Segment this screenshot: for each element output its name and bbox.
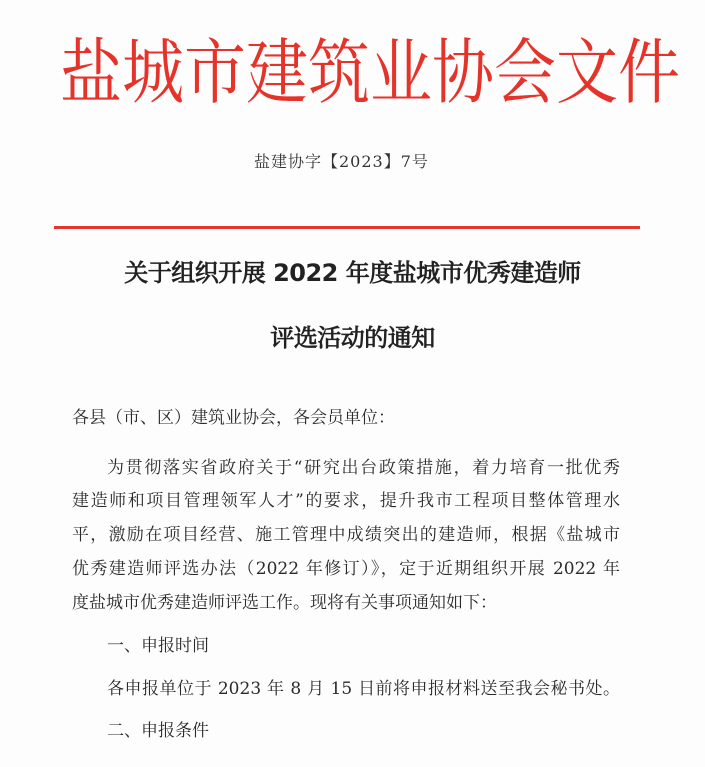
section-heading-2: 二、申报条件 [107, 721, 209, 741]
notice-title-line-2: 评选活动的通知 [270, 324, 435, 352]
issuer-header-title: 盐城市建筑业协会文件 [60, 30, 681, 115]
paragraph-line: 优秀建造师评选办法（2022 年修订）》，定于近期组织开展 2022 年 [72, 559, 620, 579]
paragraph-line: 为贯彻落实省政府关于“研究出台政策措施，着力培育一批优秀 [107, 458, 620, 478]
notice-title-line-1: 关于组织开展 2022 年度盐城市优秀建造师 [124, 259, 581, 287]
red-divider-line [54, 226, 640, 229]
document-number: 盐建协字【2023】7号 [254, 152, 429, 171]
section-1-text: 各申报单位于 2023 年 8 月 15 日前将申报材料送至我会秘书处。 [107, 679, 620, 699]
paragraph-line: 度盐城市优秀建造师评选工作。现将有关事项通知如下： [72, 593, 497, 613]
paragraph-line: 平，激励在项目经营、施工管理中成绩突出的建造师，根据《盐城市 [72, 525, 620, 545]
paragraph-line: 建造师和项目管理领军人才”的要求，提升我市工程项目整体管理水 [72, 491, 620, 511]
salutation: 各县（市、区）建筑业协会，各会员单位： [72, 408, 395, 428]
section-heading-1: 一、申报时间 [107, 636, 209, 656]
